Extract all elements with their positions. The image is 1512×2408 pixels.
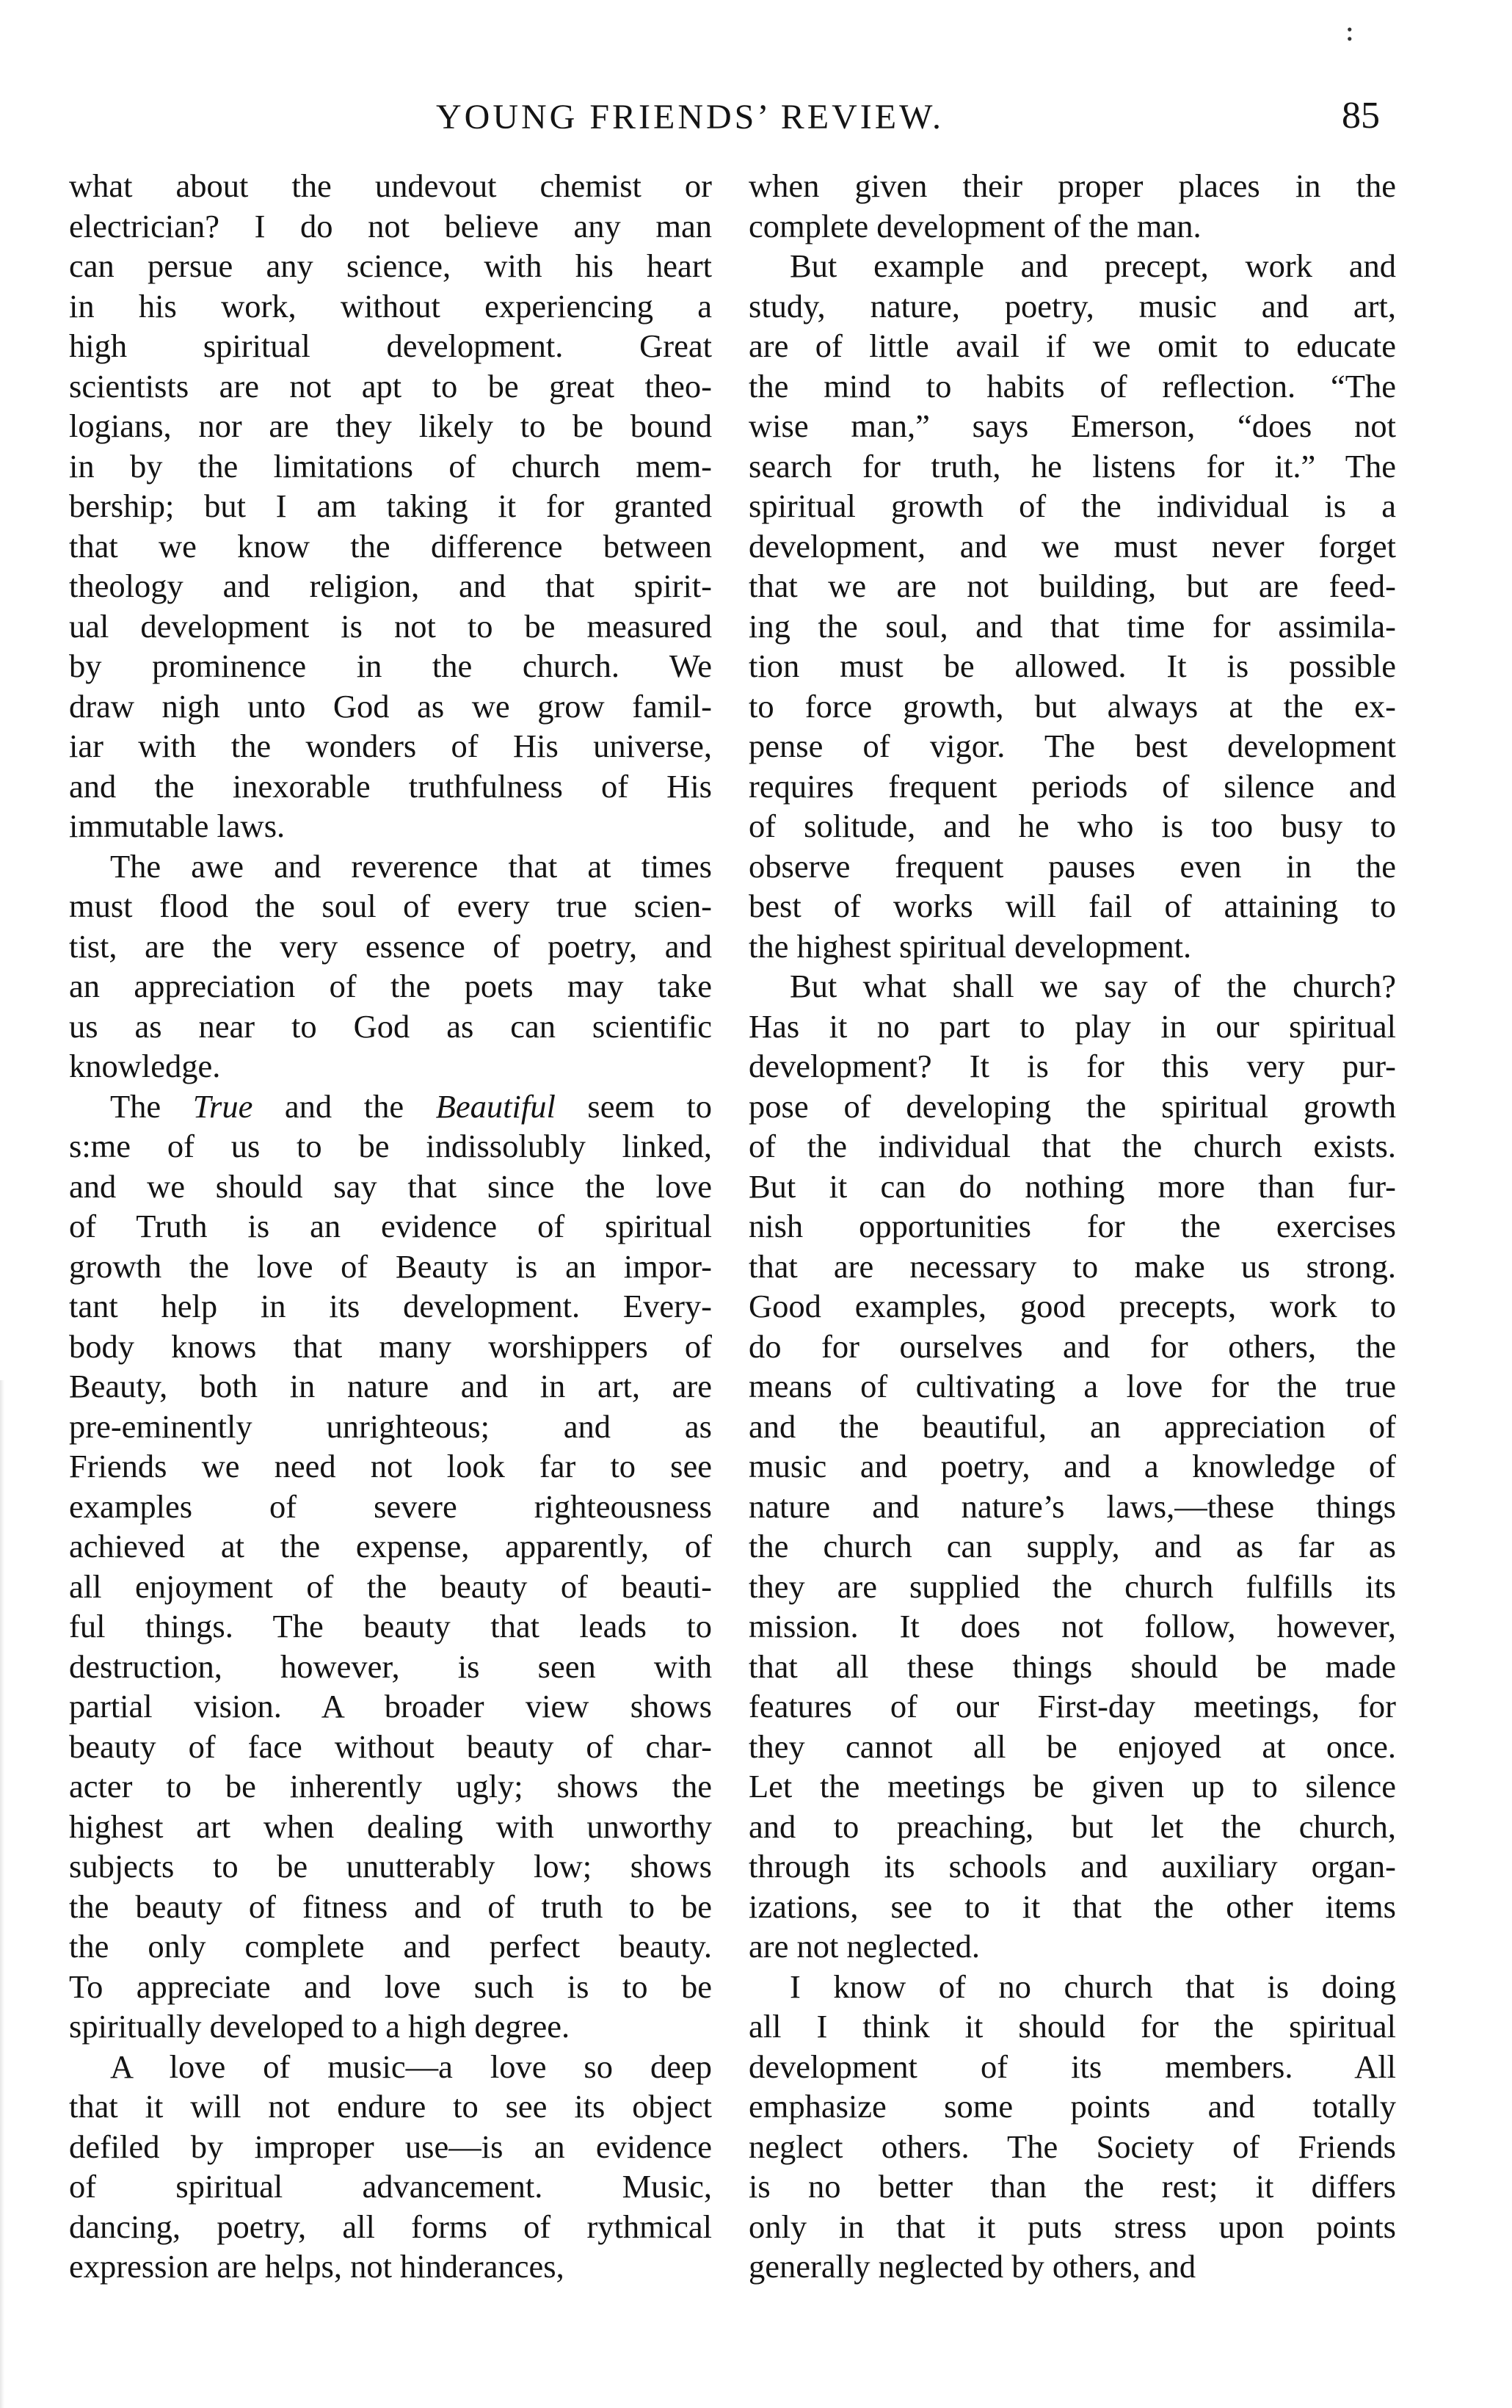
- text-line: what about the undevout chemist or: [69, 167, 712, 204]
- text-line: s:me of us to be indissolubly linked,: [69, 1128, 712, 1164]
- text-line: music and poetry, and a knowledge of: [749, 1448, 1396, 1484]
- text-line: theology and religion, and that spirit-: [69, 567, 712, 604]
- text-line: they are supplied the church fulfills its: [749, 1567, 1396, 1605]
- text-line: all enjoyment of the beauty of beauti-: [69, 1567, 712, 1605]
- text-line: and we should say that since the love: [69, 1167, 712, 1205]
- text-line: must flood the soul of every true scien-: [69, 888, 712, 924]
- right-column: [749, 166, 1396, 2287]
- text-line: spiritually developed to a high degree.: [69, 2008, 570, 2045]
- text-line: that we know the difference between: [69, 527, 712, 565]
- text-line: spiritual growth of the individual is a: [749, 487, 1396, 524]
- text-line: the only complete and perfect beauty.: [69, 1928, 712, 1965]
- text-line: ing the soul, and that time for assimila-: [749, 607, 1396, 645]
- text-line: immutable laws.: [69, 808, 286, 844]
- text-line: But what shall we say of the church?: [790, 968, 1396, 1004]
- text-line: Friends we need not look far to see: [69, 1448, 712, 1484]
- text-line: emphasize some points and totally: [749, 2088, 1396, 2125]
- text-line: tant help in its development. Every-: [69, 1288, 712, 1324]
- text-line: bership; but I am taking it for granted: [69, 487, 712, 524]
- text-line: body knows that many worshippers of: [69, 1327, 712, 1365]
- text-line: that we are not building, but are feed-: [749, 567, 1396, 604]
- text-line: features of our First-day meetings, for: [749, 1688, 1396, 1725]
- text-line: pense of vigor. The best development: [749, 728, 1396, 764]
- text-line: logians, nor are they likely to be bound: [69, 407, 712, 444]
- text-line: wise man,” says Emerson, “does not: [749, 407, 1396, 444]
- text-line: beauty of face without beauty of char-: [69, 1727, 712, 1765]
- text-line: and the beautiful, an appreciation of: [749, 1407, 1396, 1445]
- text-line: by prominence in the church. We: [69, 648, 712, 684]
- text-line: acter to be inherently ugly; shows the: [69, 1768, 712, 1805]
- text-line: tion must be allowed. It is possible: [749, 648, 1396, 684]
- text-line: knowledge.: [69, 1048, 221, 1084]
- text-line: subjects to be unutterably low; shows: [69, 1848, 712, 1885]
- text-line: iar with the wonders of His universe,: [69, 728, 712, 764]
- text-line: defiled by improper use—is an evidence: [69, 2128, 712, 2165]
- text-line: But example and precept, work and: [790, 247, 1396, 284]
- text-line: of spiritual advancement. Music,: [69, 2168, 712, 2205]
- text-line: Let the meetings be given up to silence: [749, 1768, 1396, 1805]
- text-line: are not neglected.: [749, 1928, 981, 1965]
- text-line: of the individual that the church exists.: [749, 1128, 1396, 1164]
- text-line: observe frequent pauses even in the: [749, 847, 1396, 885]
- text-line: that are necessary to make us strong.: [749, 1247, 1396, 1285]
- text-line: neglect others. The Society of Friends: [749, 2128, 1396, 2165]
- text-line: Has it no part to play in our spiritual: [749, 1007, 1396, 1045]
- text-line: to force growth, but always at the ex-: [749, 687, 1396, 725]
- text-line: is no better than the rest; it differs: [749, 2168, 1396, 2205]
- text-line: ual development is not to be measured: [69, 607, 712, 645]
- text-line: destruction, however, is seen with: [69, 1647, 712, 1685]
- text-line: electrician? I do not believe any man: [69, 207, 712, 244]
- text-line: The True and the Beautiful seem to: [110, 1087, 712, 1125]
- text-line: of solitude, and he who is too busy to: [749, 808, 1396, 844]
- text-line: pose of developing the spiritual growth: [749, 1087, 1396, 1125]
- text-line: tist, are the very essence of poetry, and: [69, 927, 712, 965]
- text-line: in his work, without experiencing a: [69, 287, 712, 324]
- text-line: us as near to God as can scientific: [69, 1007, 712, 1045]
- page-number: 85: [1342, 95, 1380, 137]
- text-line: growth the love of Beauty is an impor-: [69, 1247, 712, 1285]
- left-column: [69, 166, 712, 2287]
- text-line: I know of no church that is doing: [790, 1968, 1396, 2005]
- text-line: the beauty of fitness and of truth to be: [69, 1887, 712, 1925]
- running-head-title: YOUNG FRIENDS’ REVIEW.: [436, 98, 944, 137]
- text-line: study, nature, poetry, music and art,: [749, 287, 1396, 324]
- text-line: Beauty, both in nature and in art, are: [69, 1368, 712, 1404]
- text-line: requires frequent periods of silence and: [749, 767, 1396, 805]
- text-line: that all these things should be made: [749, 1647, 1396, 1685]
- text-line: development of its members. All: [749, 2048, 1396, 2085]
- text-line: that it will not endure to see its object: [69, 2088, 712, 2125]
- text-line: best of works will fail of attaining to: [749, 888, 1396, 924]
- text-line: partial vision. A broader view shows: [69, 1688, 712, 1725]
- text-line: nature and nature’s laws,—these things: [749, 1487, 1396, 1525]
- text-line: an appreciation of the poets may take: [69, 968, 712, 1004]
- text-line: mission. It does not follow, however,: [749, 1608, 1396, 1644]
- text-line: To appreciate and love such is to be: [69, 1968, 712, 2005]
- text-line: do for ourselves and for others, the: [749, 1327, 1396, 1365]
- corner-mark: :: [1345, 14, 1355, 48]
- text-line: they cannot all be enjoyed at once.: [749, 1727, 1396, 1765]
- text-line: nish opportunities for the exercises: [749, 1208, 1396, 1244]
- page-edge-shadow: [0, 1380, 4, 2408]
- text-line: through its schools and auxiliary organ-: [749, 1848, 1396, 1885]
- text-line: only in that it puts stress upon points: [749, 2208, 1396, 2245]
- text-line: the mind to habits of reflection. “The: [749, 367, 1396, 405]
- text-line: all I think it should for the spiritual: [749, 2008, 1396, 2045]
- text-line: and the inexorable truthfulness of His: [69, 767, 712, 805]
- text-line: A love of music—a love so deep: [110, 2048, 712, 2085]
- text-line: scientists are not apt to be great theo-: [69, 367, 712, 405]
- text-line: development? It is for this very pur-: [749, 1048, 1396, 1084]
- text-line: pre-eminently unrighteous; and as: [69, 1407, 712, 1445]
- text-line: dancing, poetry, all forms of rythmical: [69, 2208, 712, 2245]
- text-line: of Truth is an evidence of spiritual: [69, 1208, 712, 1244]
- text-line: But it can do nothing more than fur-: [749, 1167, 1396, 1205]
- text-line: draw nigh unto God as we grow famil-: [69, 687, 712, 725]
- text-line: means of cultivating a love for the true: [749, 1368, 1396, 1404]
- text-line: development, and we must never forget: [749, 527, 1396, 565]
- text-line: high spiritual development. Great: [69, 327, 712, 364]
- text-line: ful things. The beauty that leads to: [69, 1608, 712, 1644]
- text-line: izations, see to it that the other items: [749, 1887, 1396, 1925]
- text-line: search for truth, he listens for it.” The: [749, 447, 1396, 485]
- text-line: achieved at the expense, apparently, of: [69, 1528, 712, 1564]
- text-line: examples of severe righteousness: [69, 1487, 712, 1525]
- text-line: in by the limitations of church mem-: [69, 447, 712, 485]
- text-line: the highest spiritual development.: [749, 927, 1192, 965]
- text-line: are of little avail if we omit to educate: [749, 327, 1396, 364]
- text-line: complete development of the man.: [749, 207, 1202, 244]
- text-line: and to preaching, but let the church,: [749, 1807, 1396, 1845]
- text-line: the church can supply, and as far as: [749, 1528, 1396, 1564]
- text-line: can persue any science, with his heart: [69, 247, 712, 284]
- text-line: highest art when dealing with unworthy: [69, 1807, 712, 1845]
- text-line: The awe and reverence that at times: [110, 847, 712, 885]
- text-line: expression are helps, not hinderances,: [69, 2248, 564, 2285]
- text-line: generally neglected by others, and: [749, 2248, 1196, 2285]
- text-line: Good examples, good precepts, work to: [749, 1288, 1396, 1324]
- text-line: when given their proper places in the: [749, 167, 1396, 204]
